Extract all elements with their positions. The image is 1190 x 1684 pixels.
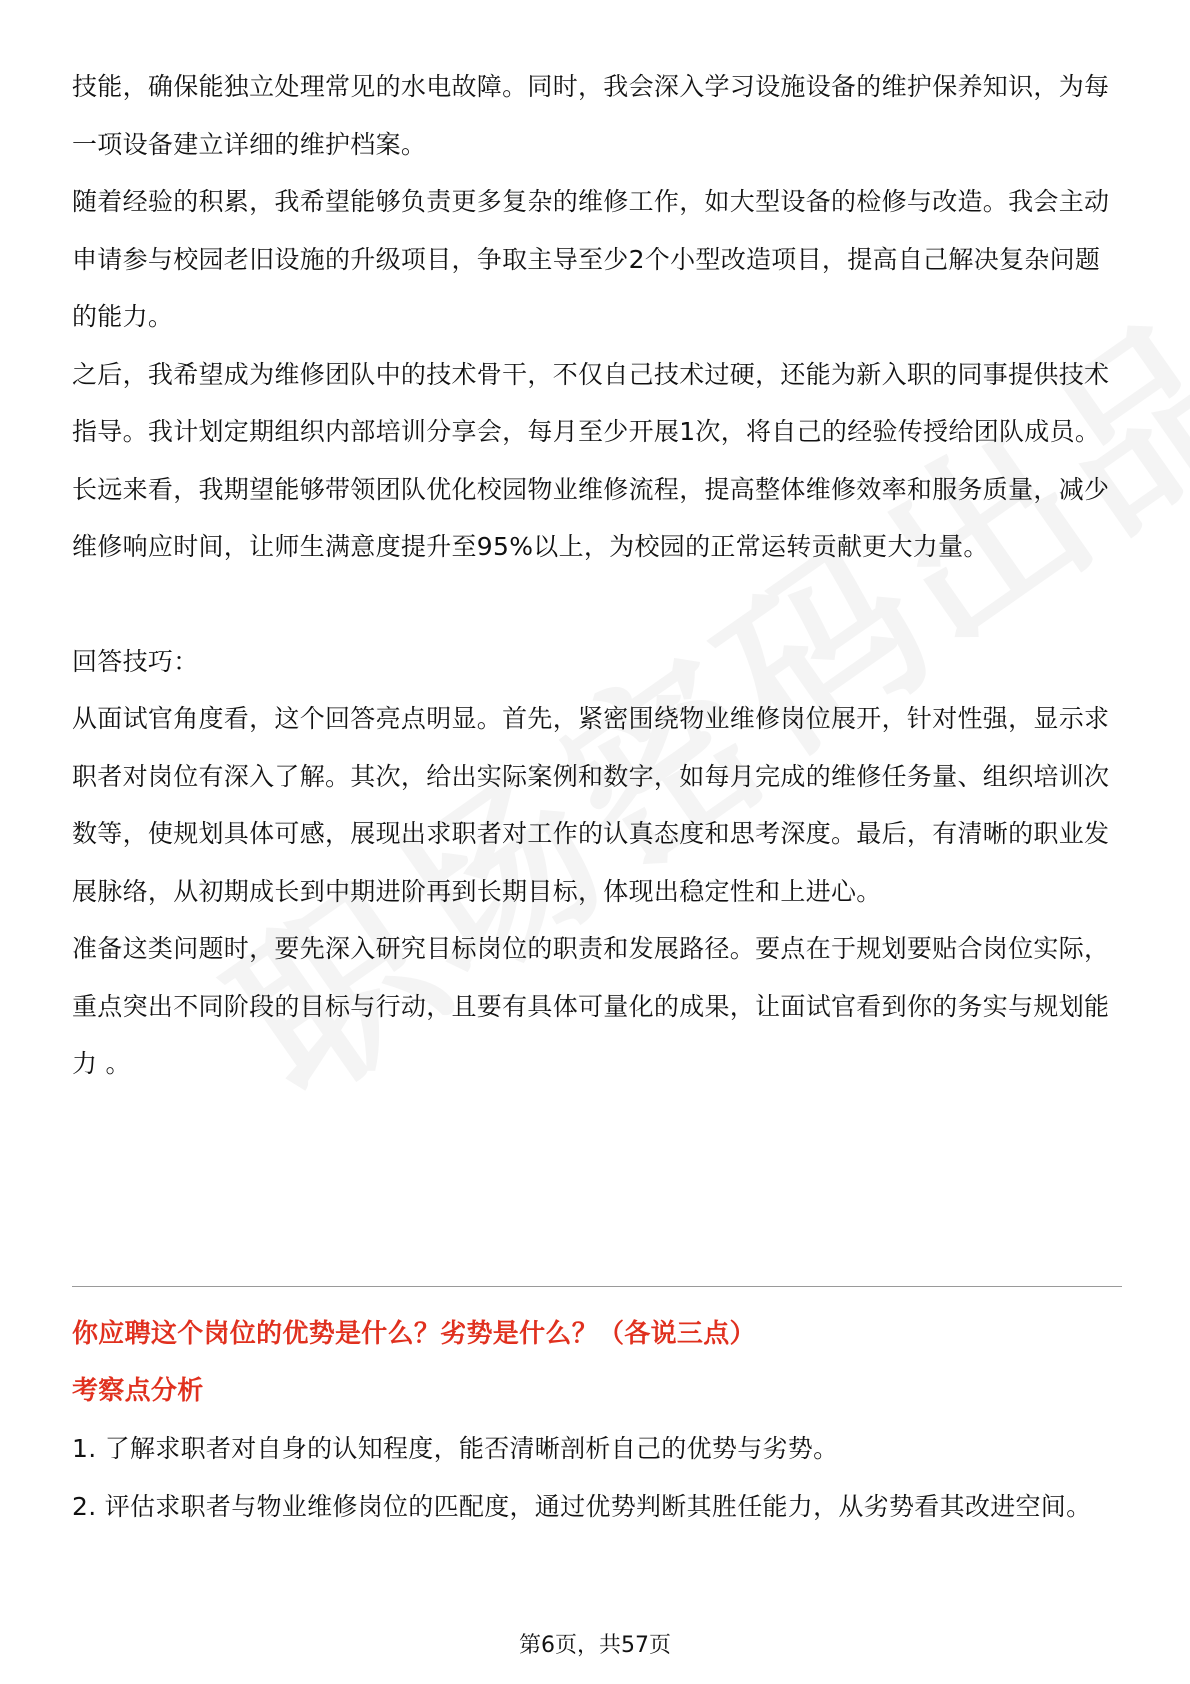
answer-paragraph-1: 技能，确保能独立处理常见的水电故障。同时，我会深入学习设施设备的维护保养知识，为每一项设备建立详细的维护档案。 [72, 72, 1110, 159]
answer-paragraph-4: 长远来看，我期望能够带领团队优化校园物业维修流程，提高整体维修效率和服务质量，减少维修响应时间，让师生满意度提升至95%以上，为校园的正常运转贡献更大力量。 [72, 474, 1110, 561]
analysis-title: 考察点分析 [72, 1376, 204, 1406]
analysis-item-1: 1. 了解求职者对自身的认知程度，能否清晰剖析自己的优势与劣势。 [72, 1434, 839, 1463]
answer-paragraph-3: 之后，我希望成为维修团队中的技术骨干，不仅自己技术过硬，还能为新入职的同事提供技术指导。我计划定期组织内部培训分享会，每月至少开展1次，将自己的经验传授给团队成员。 [72, 359, 1110, 446]
paragraph-spacer [72, 576, 1122, 633]
tips-paragraph-2: 准备这类问题时，要先深入研究目标岗位的职责和发展路径。要点在于规划要贴合岗位实际，重点突出不同阶段的目标与行动，且要有具体可量化的成果，让面试官看到你的务实与规划能力 。 [72, 934, 1110, 1078]
question-section [72, 1306, 1122, 1535]
tips-label: 回答技巧： [72, 646, 199, 676]
analysis-item-2: 2. 评估求职者与物业维修岗位的匹配度，通过优势判断其胜任能力，从劣势看其改进空间。 [72, 1491, 1092, 1521]
tips-paragraph-1: 从面试官角度看，这个回答亮点明显。首先，紧密围绕物业维修岗位展开，针对性强，显示求职者对岗位有深入了解。其次，给出实际案例和数字，如每月完成的维修任务量、组织培训次数等，使规划具体可感，展现出求职者对工作的认真态度和思考深度。最后，有清晰的职业发展脉络，从初期成长到中期进阶再到长期目标，体现出稳定性和上进心。 [72, 704, 1110, 906]
answer-paragraph-2: 随着经验的积累，我希望能够负责更多复杂的维修工作，如大型设备的检修与改造。我会主动申请参与校园老旧设施的升级项目，争取主导至少2个小型改造项目，提高自己解决复杂问题的能力。 [72, 187, 1110, 331]
answer-body [72, 58, 1122, 1093]
question-title: 你应聘这个岗位的优势是什么？劣势是什么？（各说三点） [72, 1319, 756, 1349]
page-number: 第6页，共57页 [519, 1633, 671, 1658]
section-divider [72, 1286, 1122, 1287]
